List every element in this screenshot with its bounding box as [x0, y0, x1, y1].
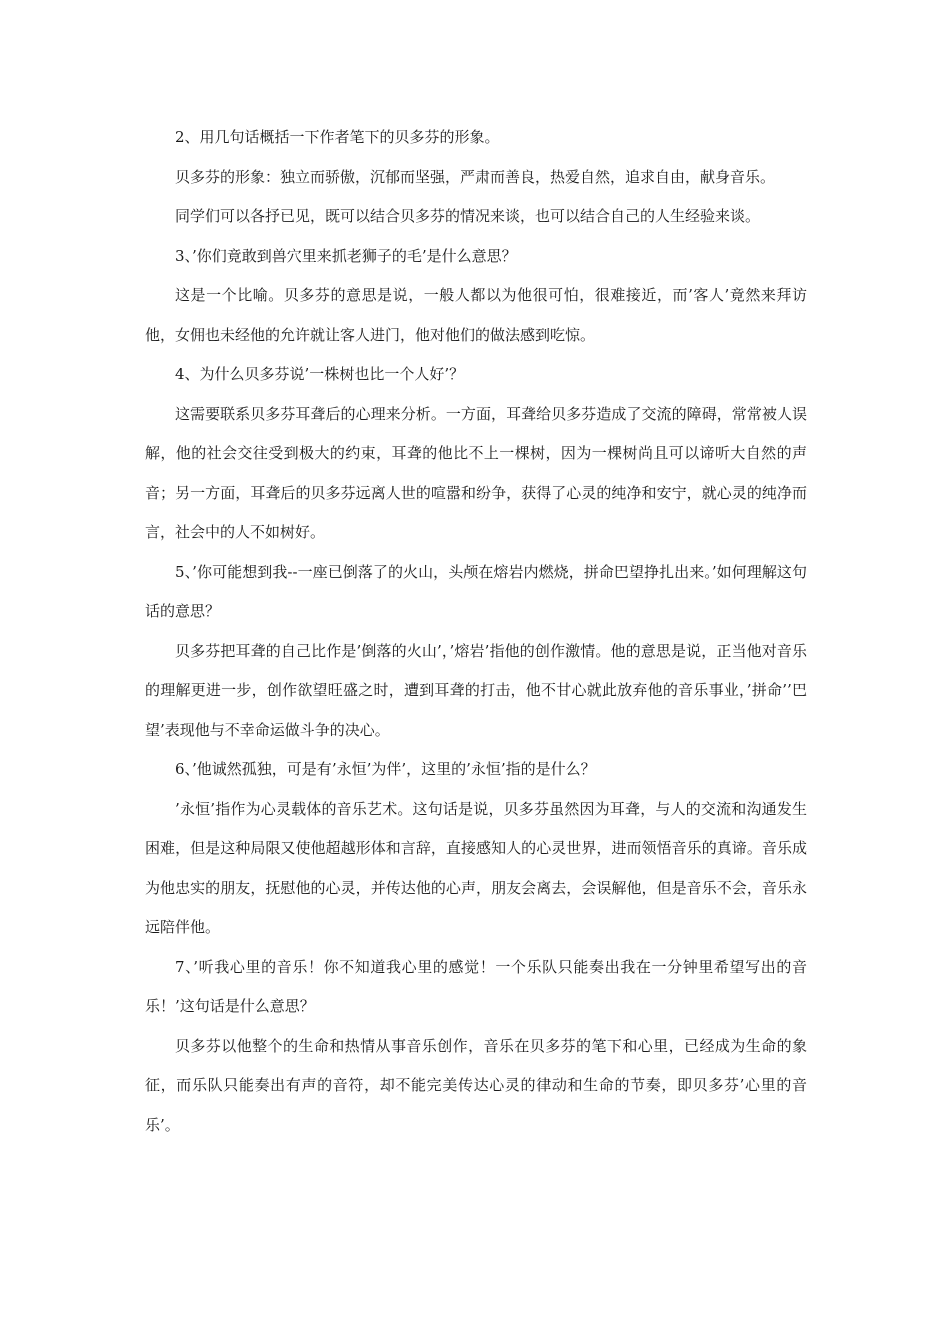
- answer-7: 贝多芬以他整个的生命和热情从事音乐创作，音乐在贝多芬的笔下和心里，已经成为生命的象征，而乐队只能奏出有声的音符，却不能完美传达心灵的律动和生命的节奏，即贝多芬’心里的音乐’。: [145, 1036, 807, 1134]
- answer-4: 这需要联系贝多芬耳聋后的心理来分析。一方面，耳聋给贝多芬造成了交流的障碍，常常被人误解，他的社会交往受到极大的约束，耳聋的他比不上一棵树，因为一棵树尚且可以谛听大自然的声音；另一方面，耳聋后的贝多芬远离人世的喧嚣和纷争，获得了心灵的纯净和安宁，就心灵的纯净而言，社会中的人不如树好。: [145, 404, 807, 541]
- question-6: 6、’他诚然孤独，可是有’永恒’为伴’，这里的’永恒’指的是什么？: [175, 760, 596, 778]
- question-5: 5、’你可能想到我--一座已倒落了的火山，头颅在熔岩内燃烧，拼命巴望挣扎出来。’如何理解这句话的意思？: [145, 562, 807, 620]
- answer-3: 这是一个比喻。贝多芬的意思是说，一般人都以为他很可怕，很难接近，而’客人’竟然来拜访他，女佣也未经他的允许就让客人进门，他对他们的做法感到吃惊。: [145, 286, 807, 344]
- question-3: 3、’你们竟敢到兽穴里来抓老狮子的毛’是什么意思？: [175, 246, 517, 265]
- document-page: [145, 118, 807, 1145]
- answer-2-paragraph: 贝多芬的形象：独立而骄傲，沉郁而坚强，严肃而善良，热爱自然，追求自由，献身音乐。: [175, 167, 776, 186]
- question-7: 7、’听我心里的音乐！你不知道我心里的感觉！一个乐队只能奏出我在一分钟里希望写出的音乐！’这句话是什么意思？: [145, 957, 807, 1015]
- answer-2-note: 同学们可以各抒已见，既可以结合贝多芬的情况来谈，也可以结合自己的人生经验来谈。: [175, 207, 761, 225]
- question-4: 4、为什么贝多芬说’一株树也比一个人好’？: [175, 365, 465, 383]
- question-2: 2、用几句话概括一下作者笔下的贝多芬的形象。: [175, 128, 500, 146]
- answer-6: ’永恒’指作为心灵载体的音乐艺术。这句话是说，贝多芬虽然因为耳聋，与人的交流和沟通发生困难，但是这种局限又使他超越形体和言辞，直接感知人的心灵世界，进而领悟音乐的真谛。音乐成为他忠实的朋友，抚慰他的心灵，并传达他的心声，朋友会离去，会误解他，但是音乐不会，音乐永远陪伴他。: [145, 799, 807, 936]
- answer-5: 贝多芬把耳聋的自己比作是’倒落的火山’，’熔岩’指他的创作激情。他的意思是说，正当他对音乐的理解更进一步，创作欲望旺盛之时，遭到耳聋的打击，他不甘心就此放弃他的音乐事业，’拼命’’巴望’表现他与不幸命运做斗争的决心。: [145, 641, 807, 739]
